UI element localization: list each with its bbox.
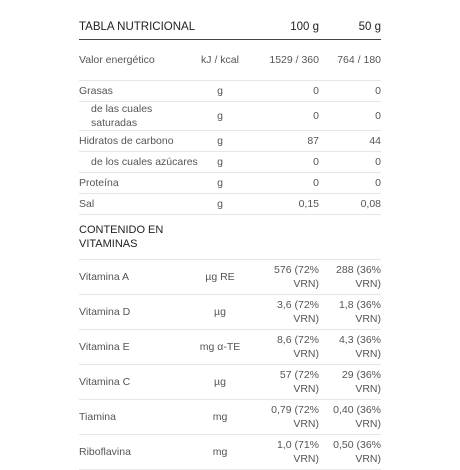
section-spacer xyxy=(319,215,381,260)
vitamin-value-100g-text: 0,79 (72% VRN) xyxy=(271,404,319,430)
vitamin-name: Riboflavina xyxy=(79,435,199,470)
vitamin-value-50g: 4,3 (36% VRN) xyxy=(319,330,381,365)
vitamin-value-50g: 1,8 (36% VRN) xyxy=(319,295,381,330)
nutrient-unit: g xyxy=(199,152,241,173)
nutrient-name: Valor energético xyxy=(79,40,199,81)
vitamin-value-100g xyxy=(241,400,319,435)
table-body xyxy=(79,40,381,470)
vitamin-unit: mg xyxy=(199,400,241,435)
nutrient-unit: kJ / kcal xyxy=(199,40,241,81)
nutrient-unit: g xyxy=(199,194,241,215)
vitamin-value-50g: 29 (36% VRN) xyxy=(319,365,381,400)
vitamin-value-100g-text: 8,6 (72% VRN) xyxy=(276,334,319,360)
value-100g: 87 xyxy=(241,131,319,152)
vitamin-name: Vitamina E xyxy=(79,330,199,365)
vitamin-row xyxy=(79,400,381,435)
table-row xyxy=(79,194,381,215)
vitamin-name: Tiamina xyxy=(79,400,199,435)
nutrition-table-container xyxy=(79,15,381,470)
value-100g: 0,15 xyxy=(241,194,319,215)
vitamin-unit: µg xyxy=(199,365,241,400)
vitamin-value-100g xyxy=(241,435,319,470)
column-header-100g: 100 g xyxy=(241,15,319,40)
vitamin-value-100g xyxy=(241,260,319,295)
table-title: TABLA NUTRICIONAL xyxy=(79,15,199,40)
vitamin-value-100g-text: 1,0 (71% VRN) xyxy=(276,439,319,465)
vitamin-row xyxy=(79,260,381,295)
table-header-row xyxy=(79,15,381,40)
nutrient-unit: g xyxy=(199,131,241,152)
value-100g: 0 xyxy=(241,173,319,194)
value-50g: 44 xyxy=(319,131,381,152)
table-row xyxy=(79,131,381,152)
section-spacer xyxy=(241,215,319,260)
vitamin-value-100g xyxy=(241,365,319,400)
column-header-50g: 50 g xyxy=(319,15,381,40)
value-50g: 0 xyxy=(319,102,381,131)
nutrient-name: de las cuales saturadas xyxy=(79,102,199,131)
value-100g: 0 xyxy=(241,152,319,173)
table-row xyxy=(79,40,381,81)
nutrient-name: Sal xyxy=(79,194,199,215)
vitamin-value-50g: 288 (36% VRN) xyxy=(319,260,381,295)
nutrient-unit: g xyxy=(199,81,241,102)
vitamin-unit: µg RE xyxy=(199,260,241,295)
vitamin-value-100g-text: 3,6 (72% VRN) xyxy=(276,299,319,325)
vitamin-row xyxy=(79,295,381,330)
table-row xyxy=(79,173,381,194)
value-100g: 0 xyxy=(241,81,319,102)
unit-header xyxy=(199,15,241,40)
nutrient-name: Grasas xyxy=(79,81,199,102)
nutrient-name: Hidratos de carbono xyxy=(79,131,199,152)
vitamins-section-title: CONTENIDO EN VITAMINAS xyxy=(79,215,199,260)
value-50g: 0 xyxy=(319,152,381,173)
nutrient-name: Proteína xyxy=(79,173,199,194)
vitamin-row xyxy=(79,435,381,470)
vitamins-section-row xyxy=(79,215,381,260)
section-spacer xyxy=(199,215,241,260)
vitamin-value-100g xyxy=(241,295,319,330)
value-50g: 0 xyxy=(319,173,381,194)
value-50g: 764 / 180 xyxy=(319,40,381,81)
vitamin-unit: µg xyxy=(199,295,241,330)
table-row xyxy=(79,81,381,102)
vitamin-value-100g-text: 57 (72% VRN) xyxy=(279,369,319,395)
nutrient-unit: g xyxy=(199,173,241,194)
vitamin-name: Vitamina A xyxy=(79,260,199,295)
nutrient-name: de los cuales azúcares xyxy=(79,152,199,173)
vitamin-name: Vitamina C xyxy=(79,365,199,400)
nutrient-unit: g xyxy=(199,102,241,131)
vitamin-row xyxy=(79,365,381,400)
vitamin-value-100g xyxy=(241,330,319,365)
vitamin-name: Vitamina D xyxy=(79,295,199,330)
value-100g: 0 xyxy=(241,102,319,131)
value-100g: 1529 / 360 xyxy=(241,40,319,81)
vitamin-value-50g: 0,50 (36% VRN) xyxy=(319,435,381,470)
vitamin-value-50g: 0,40 (36% VRN) xyxy=(319,400,381,435)
nutrition-table xyxy=(79,15,381,470)
table-row xyxy=(79,152,381,173)
vitamin-value-100g-text: 576 (72% VRN) xyxy=(274,264,319,290)
vitamin-row xyxy=(79,330,381,365)
vitamin-unit: mg α-TE xyxy=(199,330,241,365)
table-row xyxy=(79,102,381,131)
value-50g: 0,08 xyxy=(319,194,381,215)
vitamin-unit: mg xyxy=(199,435,241,470)
value-50g: 0 xyxy=(319,81,381,102)
